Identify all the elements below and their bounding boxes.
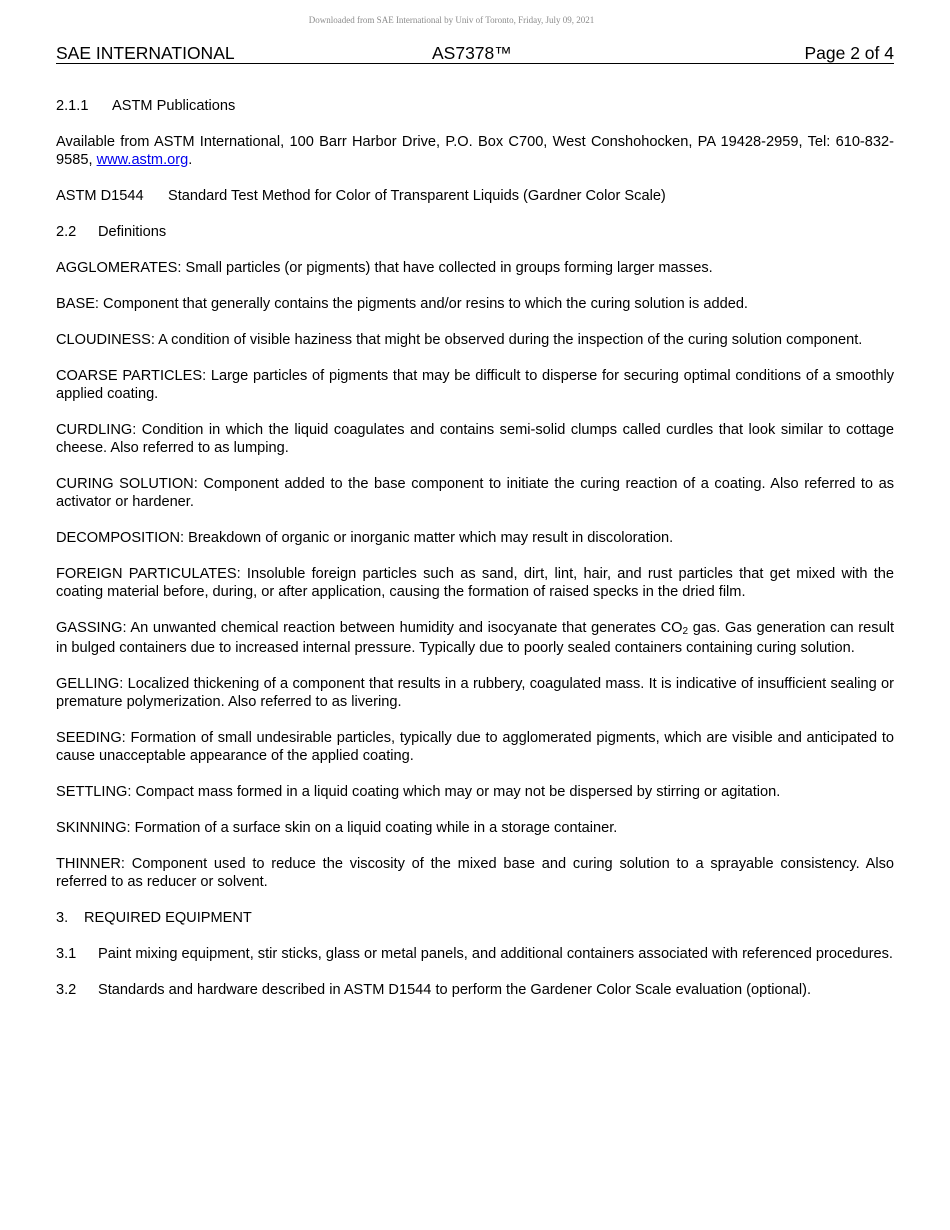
definition-settling: SETTLING: Compact mass formed in a liquid coating which may or may not be dispersed by stirring or agitation.: [56, 784, 781, 800]
definition-curdling: CURDLING: Condition in which the liquid coagulates and contains semi-solid clumps called curdles that look similar to cottage cheese. Also referred to as lumping.: [56, 422, 894, 456]
item-text: Standards and hardware described in ASTM D1544 to perform the Gardener Color Scale evaluation (optional).: [98, 982, 812, 998]
definition-gelling: GELLING: Localized thickening of a component that results in a rubbery, coagulated mass. It is indicative of insufficient sealing or premature polymerization. Also referred to as livering.: [56, 676, 894, 710]
item-number: 3.1: [56, 946, 77, 962]
astm-availability: [56, 133, 894, 169]
section-number: 3.: [56, 910, 69, 926]
section-heading-definitions: [56, 223, 894, 241]
definition-decomposition: DECOMPOSITION: Breakdown of organic or inorganic matter which may result in discoloration.: [56, 530, 674, 546]
header-doc-number: AS7378™: [432, 43, 512, 63]
definition-skinning: SKINNING: Formation of a surface skin on a liquid coating while in a storage container.: [56, 820, 618, 836]
item-text: Paint mixing equipment, stir sticks, glass or metal panels, and additional containers associated with referenced procedures.: [98, 946, 893, 962]
availability-period: .: [188, 152, 193, 168]
section-heading-equipment: [56, 909, 894, 927]
section-heading-astm: [56, 97, 894, 115]
section-number: 2.2: [56, 224, 77, 240]
page-header: [56, 43, 894, 64]
section-title: ASTM Publications: [112, 98, 236, 114]
download-watermark: Downloaded from SAE International by Univ of Toronto, Friday, July 09, 2021: [308, 15, 595, 25]
definition-foreign-particulates: FOREIGN PARTICULATES: Insoluble foreign particles such as sand, dirt, lint, hair, and rust particles that get mixed with the coating material before, during, or after application, causing the formation of raised specks in the dried film.: [56, 566, 894, 600]
section-number: 2.1.1: [56, 98, 89, 114]
reference-code: ASTM D1544: [56, 188, 144, 204]
definition-coarse-particles: COARSE PARTICLES: Large particles of pigments that may be difficult to disperse for securing optimal conditions of a smoothly applied coating.: [56, 368, 894, 402]
definition-agglomerates: AGGLOMERATES: Small particles (or pigments) that have collected in groups forming larger masses.: [56, 260, 713, 276]
reference-title: Standard Test Method for Color of Transparent Liquids (Gardner Color Scale): [168, 188, 666, 204]
item-number: 3.2: [56, 982, 77, 998]
definition-thinner: THINNER: Component used to reduce the viscosity of the mixed base and curing solution to a sprayable consistency. Also referred to as reducer or solvent.: [56, 856, 894, 890]
header-org: SAE INTERNATIONAL: [56, 43, 235, 63]
definition-curing-solution: CURING SOLUTION: Component added to the base component to initiate the curing reaction of a coating. Also referred to as activator or hardener.: [56, 476, 894, 510]
gassing-text-end: gas. Gas generation can result in bulged containers due to increased internal pressure. Typically due to poorly sealed containers containing curing solution.: [56, 620, 894, 656]
co2-subscript: 2: [682, 626, 689, 637]
availability-text: Available from ASTM International, 100 Barr Harbor Drive, P.O. Box C700, West Conshohocken, PA 19428-2959, Tel: 610-832-9585,: [56, 134, 894, 168]
definition-seeding: SEEDING: Formation of small undesirable particles, typically due to agglomerated pigments, which are visible and anticipated to cause unacceptable appearance of the applied coating.: [56, 730, 894, 764]
definition-gassing: [56, 619, 894, 657]
header-page-number: Page 2 of 4: [804, 43, 894, 63]
reference-astm-d1544: [56, 187, 894, 205]
gassing-text-start: GASSING: An unwanted chemical reaction between humidity and isocyanate that generates CO: [56, 620, 683, 636]
definition-base: BASE: Component that generally contains the pigments and/or resins to which the curing solution is added.: [56, 296, 748, 312]
definition-cloudiness: CLOUDINESS: A condition of visible haziness that might be observed during the inspection of the curing solution component.: [56, 332, 863, 348]
section-title: REQUIRED EQUIPMENT: [84, 910, 252, 926]
section-title: Definitions: [98, 224, 167, 240]
equipment-item: [56, 945, 894, 963]
equipment-item: [56, 981, 894, 999]
document-body: [56, 97, 894, 1017]
astm-link[interactable]: www.astm.org: [96, 152, 189, 168]
